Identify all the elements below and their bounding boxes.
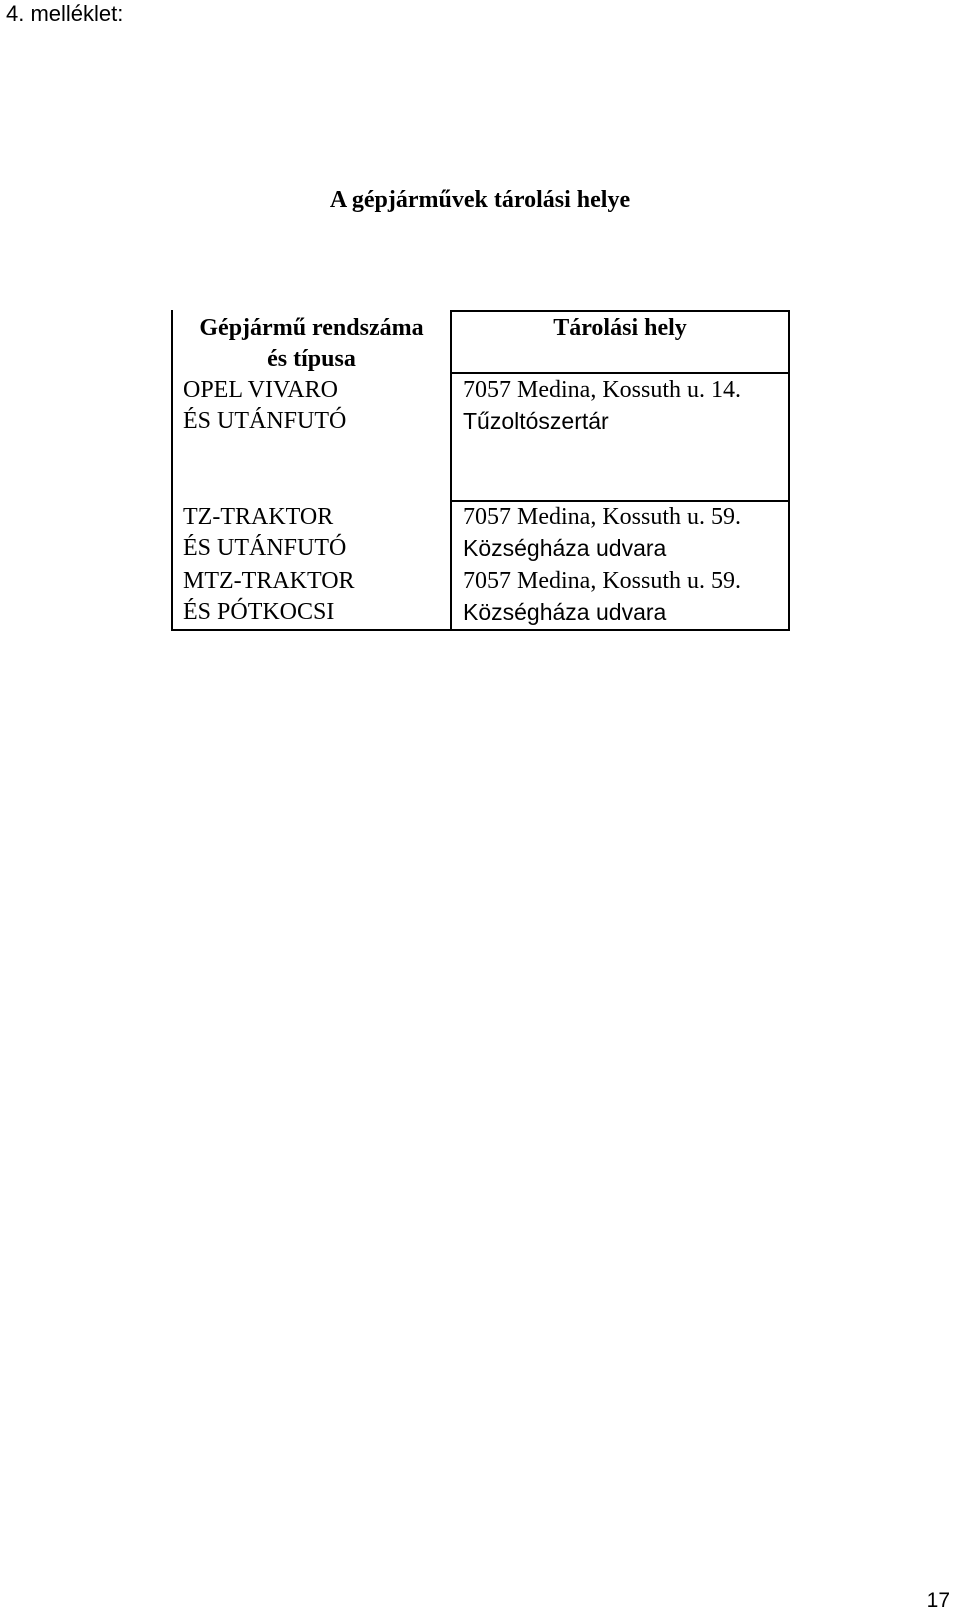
- document-title: A gépjárművek tárolási helye: [329, 187, 631, 213]
- row-3-vehicle-line1: MTZ-TRAKTOR: [183, 568, 355, 594]
- row-2-location-line2: Községháza udvara: [463, 535, 667, 561]
- row-3-vehicle-line2: ÉS PÓTKOCSI: [183, 599, 335, 625]
- header-location: Tárolási hely: [553, 315, 687, 341]
- header-vehicle-line1: Gépjármű rendszáma: [199, 315, 424, 341]
- row-3-location-line1: 7057 Medina, Kossuth u. 59.: [463, 568, 741, 594]
- row-1-vehicle-line2: ÉS UTÁNFUTÓ: [183, 408, 347, 434]
- row-1-location-line2: Tűzoltószertár: [463, 408, 609, 434]
- row-1-location-line1: 7057 Medina, Kossuth u. 14.: [463, 377, 741, 403]
- table-divider-column: [450, 310, 452, 631]
- header-vehicle-line2: és típusa: [267, 346, 356, 372]
- row-3-location-line2: Községháza udvara: [463, 599, 667, 625]
- page-number: 17: [926, 1589, 950, 1612]
- row-3-vehicle: [183, 566, 355, 628]
- row-2-vehicle-line1: TZ-TRAKTOR: [183, 504, 334, 530]
- row-1-location: [463, 375, 741, 437]
- table-border-bottom: [171, 629, 790, 631]
- annex-label: 4. melléklet:: [6, 1, 124, 26]
- header-vehicle: [173, 313, 450, 375]
- table-border-top: [450, 310, 790, 312]
- table-border-right: [788, 310, 790, 631]
- row-1-vehicle-line1: OPEL VIVARO: [183, 377, 338, 403]
- row-2-vehicle-line2: ÉS UTÁNFUTÓ: [183, 535, 347, 561]
- row-2-vehicle: [183, 502, 346, 564]
- table-header-divider: [450, 372, 790, 374]
- row-3-location: [463, 566, 741, 628]
- row-1-vehicle: [183, 375, 346, 437]
- row-2-location: [463, 502, 741, 564]
- row-2-location-line1: 7057 Medina, Kossuth u. 59.: [463, 504, 741, 530]
